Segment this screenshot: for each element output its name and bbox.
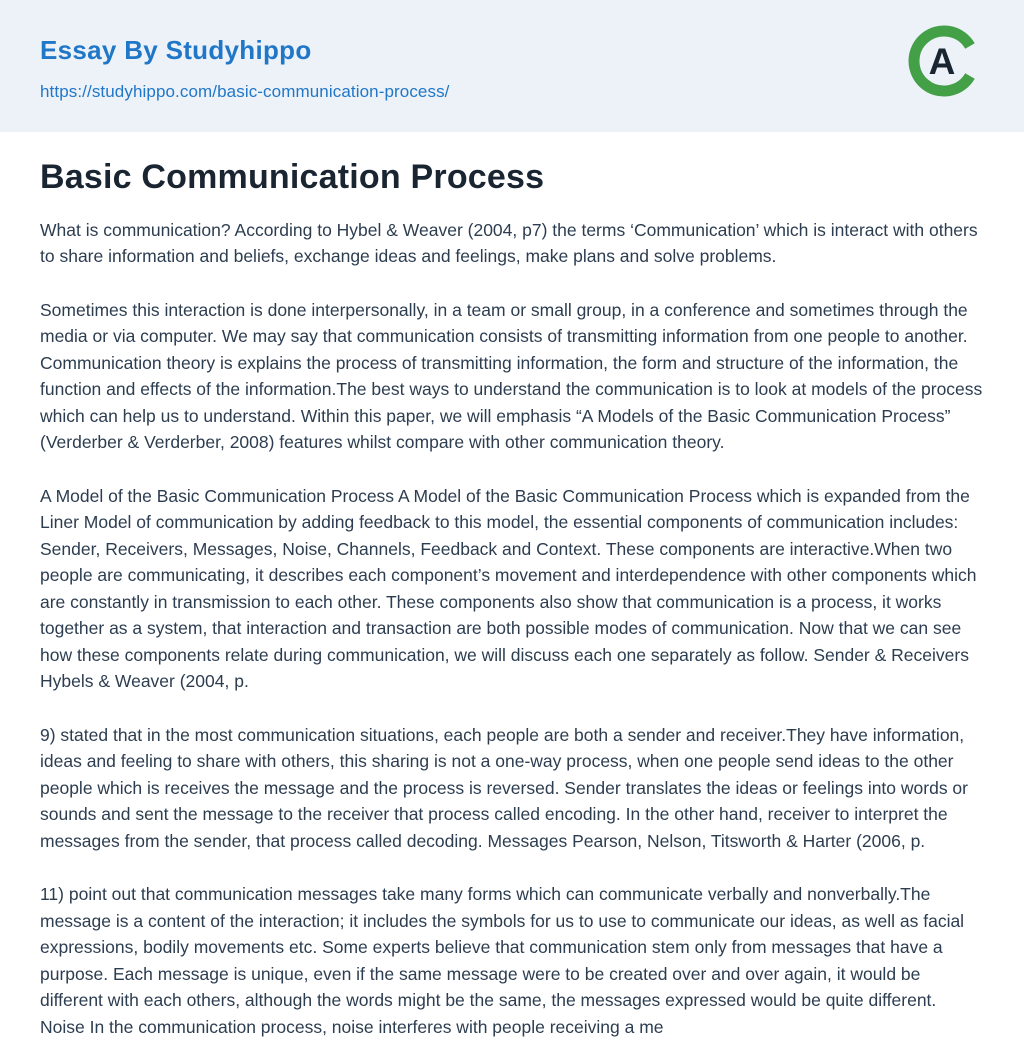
essay-paragraph: What is communication? According to Hybel & Weaver (2004, p7) the terms ‘Communication’ which is interact with others to share information and beliefs, exchange ideas and feelings, make plans and solve problems.	[40, 219, 978, 267]
essay-content	[0, 132, 1024, 1040]
source-url-link[interactable]: https://studyhippo.com/basic-communication-process/	[40, 81, 450, 101]
studyhippo-logo	[904, 21, 984, 101]
essay-paragraph: 9) stated that in the most communication situations, each people are both a sender and receiver.They have information, ideas and feeling to share with others, this sharing is not a one-way process, when one people send ideas to the other people which is receives the message and the process is reversed. Sender translates the ideas or feelings into words or sounds and sent the message to the receiver that process called encoding. In the other hand, receiver to interpret the messages from the sender, that process called decoding. Messages Pearson, Nelson, Titsworth & Harter (2006, p.	[40, 724, 968, 851]
logo-letter: A	[928, 41, 956, 82]
essay-byline: Essay By Studyhippo	[40, 35, 312, 65]
essay-paragraph: Sometimes this interaction is done interpersonally, in a team or small group, in a conference and sometimes through the media or via computer. We may say that communication consists of transmitting information from one people to another. Communication theory is explains the process of transmitting information, the form and structure of the information, the function and effects of the information.The best ways to understand the communication is to look at models of the process which can help us to understand. Within this paper, we will emphasis “A Models of the Basic Communication Process” (Verderber & Verderber, 2008) features whilst compare with other communication theory.	[40, 299, 983, 453]
page-header	[0, 0, 1024, 132]
studyhippo-logo-icon	[904, 21, 984, 101]
essay-paragraph: 11) point out that communication messages take many forms which can communicate verbally and nonverbally.The message is a content of the interaction; it includes the symbols for us to use to communicate our ideas, as well as facial expressions, bodily movements etc. Some experts believe that communication stem only from messages that have a purpose. Each message is unique, even if the same message were to be created over and over again, it would be different with each others, although the words might be the same, the messages expressed would be quite different. Noise In the communication process, noise interferes with people receiving a me	[40, 884, 965, 1037]
page-title: Basic Communication Process	[40, 157, 545, 196]
essay-paragraph: A Model of the Basic Communication Process A Model of the Basic Communication Process which is expanded from the Liner Model of communication by adding feedback to this model, the essential components of communication includes: Sender, Receivers, Messages, Noise, Channels, Feedback and Context. These components are interactive.When two people are communicating, it describes each component’s movement and interdependence with other components which are constantly in transmission to each other. These components also show that communication is a process, it works together as a system, that interaction and transaction are both possible modes of communication. Now that we can see how these components relate during communication, we will discuss each one separately as follow. Sender & Receivers Hybels & Weaver (2004, p.	[40, 485, 977, 692]
